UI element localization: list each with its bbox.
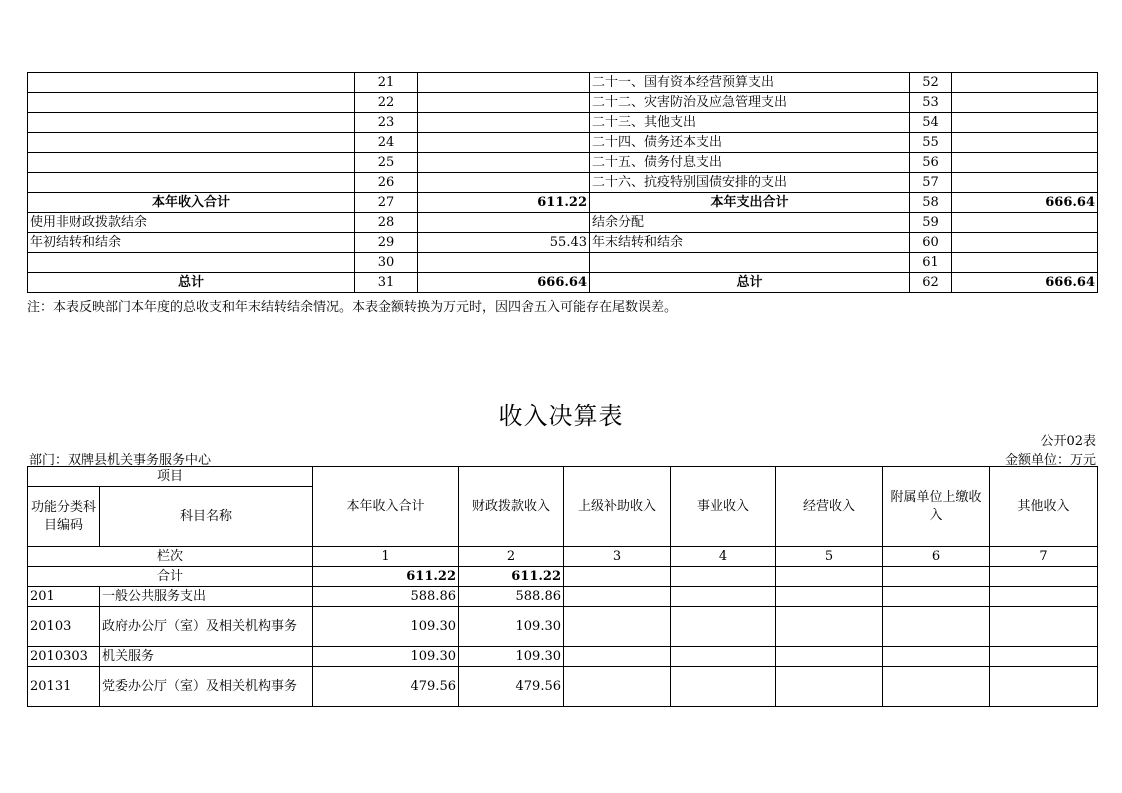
amount-cell bbox=[776, 587, 883, 607]
row-number-cell: 3 bbox=[564, 547, 671, 567]
amount-cell: 588.86 bbox=[313, 587, 459, 607]
subject-code: 2010303 bbox=[28, 647, 100, 667]
header-name: 科目名称 bbox=[100, 487, 313, 547]
amount-cell bbox=[776, 647, 883, 667]
header-col-3: 上级补助收入 bbox=[564, 467, 671, 547]
right-row-number: 52 bbox=[910, 73, 952, 93]
right-amount bbox=[952, 213, 1098, 233]
table-row bbox=[28, 133, 1098, 153]
total-value: 611.22 bbox=[313, 567, 459, 587]
right-row-number: 53 bbox=[910, 93, 952, 113]
total-value bbox=[990, 567, 1098, 587]
table-row bbox=[28, 667, 1098, 707]
amount-cell: 479.56 bbox=[459, 667, 564, 707]
total-value bbox=[776, 567, 883, 587]
left-row-number: 31 bbox=[355, 273, 418, 293]
amount-cell bbox=[564, 667, 671, 707]
amount-cell bbox=[564, 587, 671, 607]
left-label bbox=[28, 73, 355, 93]
right-label: 本年支出合计 bbox=[590, 193, 910, 213]
right-label: 二十六、抗疫特别国债安排的支出 bbox=[590, 173, 910, 193]
department-label: 部门：双牌县机关事务服务中心 bbox=[29, 453, 212, 468]
left-row-number: 23 bbox=[355, 113, 418, 133]
total-value bbox=[671, 567, 776, 587]
right-label: 年末结转和结余 bbox=[590, 233, 910, 253]
left-amount bbox=[418, 153, 590, 173]
amount-cell bbox=[776, 667, 883, 707]
left-label bbox=[28, 253, 355, 273]
total-row bbox=[28, 567, 1098, 587]
table-row bbox=[28, 273, 1098, 293]
left-label bbox=[28, 173, 355, 193]
right-row-number: 62 bbox=[910, 273, 952, 293]
right-row-number: 61 bbox=[910, 253, 952, 273]
subject-name: 一般公共服务支出 bbox=[100, 587, 313, 607]
row-number-cell: 2 bbox=[459, 547, 564, 567]
left-label: 年初结转和结余 bbox=[28, 233, 355, 253]
subject-code: 20131 bbox=[28, 667, 100, 707]
left-amount bbox=[418, 213, 590, 233]
form-number: 公开02表 bbox=[1040, 434, 1096, 449]
right-row-number: 57 bbox=[910, 173, 952, 193]
table-row bbox=[28, 73, 1098, 93]
row-number-cell: 6 bbox=[883, 547, 990, 567]
right-label: 二十二、灾害防治及应急管理支出 bbox=[590, 93, 910, 113]
row-number-cell: 1 bbox=[313, 547, 459, 567]
table-row bbox=[28, 607, 1098, 647]
amount-cell: 479.56 bbox=[313, 667, 459, 707]
right-label: 二十三、其他支出 bbox=[590, 113, 910, 133]
left-label bbox=[28, 93, 355, 113]
left-amount bbox=[418, 173, 590, 193]
right-amount: 666.64 bbox=[952, 273, 1098, 293]
subject-name: 党委办公厅（室）及相关机构事务 bbox=[100, 667, 313, 707]
left-amount bbox=[418, 113, 590, 133]
left-row-number: 26 bbox=[355, 173, 418, 193]
table-row bbox=[28, 587, 1098, 607]
left-label bbox=[28, 113, 355, 133]
left-amount bbox=[418, 73, 590, 93]
left-label bbox=[28, 133, 355, 153]
amount-cell: 109.30 bbox=[313, 607, 459, 647]
right-row-number: 55 bbox=[910, 133, 952, 153]
income-expense-summary-table bbox=[27, 72, 1098, 293]
left-amount: 55.43 bbox=[418, 233, 590, 253]
right-row-number: 54 bbox=[910, 113, 952, 133]
right-amount bbox=[952, 133, 1098, 153]
left-amount: 666.64 bbox=[418, 273, 590, 293]
right-label: 二十五、债务付息支出 bbox=[590, 153, 910, 173]
header-col-5: 经营收入 bbox=[776, 467, 883, 547]
income-final-accounts-table bbox=[27, 466, 1098, 707]
table-row bbox=[28, 213, 1098, 233]
left-label bbox=[28, 153, 355, 173]
amount-cell bbox=[883, 587, 990, 607]
header-col-1: 本年收入合计 bbox=[313, 467, 459, 547]
amount-cell bbox=[671, 667, 776, 707]
page-title: 收入决算表 bbox=[498, 402, 624, 430]
table-row bbox=[28, 233, 1098, 253]
right-label: 二十一、国有资本经营预算支出 bbox=[590, 73, 910, 93]
table-row bbox=[28, 193, 1098, 213]
amount-cell: 588.86 bbox=[459, 587, 564, 607]
amount-cell bbox=[990, 607, 1098, 647]
right-label: 结余分配 bbox=[590, 213, 910, 233]
right-row-number: 58 bbox=[910, 193, 952, 213]
row-number-cell: 7 bbox=[990, 547, 1098, 567]
left-label: 本年收入合计 bbox=[28, 193, 355, 213]
left-row-number: 22 bbox=[355, 93, 418, 113]
total-value bbox=[883, 567, 990, 587]
header-code: 功能分类科目编码 bbox=[28, 487, 100, 547]
left-row-number: 27 bbox=[355, 193, 418, 213]
left-row-number: 25 bbox=[355, 153, 418, 173]
left-row-number: 29 bbox=[355, 233, 418, 253]
amount-cell: 109.30 bbox=[459, 607, 564, 647]
table-row bbox=[28, 253, 1098, 273]
header-col-7: 其他收入 bbox=[990, 467, 1098, 547]
left-row-number: 21 bbox=[355, 73, 418, 93]
right-label: 二十四、债务还本支出 bbox=[590, 133, 910, 153]
amount-cell bbox=[883, 607, 990, 647]
header-col-6: 附属单位上缴收入 bbox=[883, 467, 990, 547]
left-label: 使用非财政拨款结余 bbox=[28, 213, 355, 233]
row-number-cell: 4 bbox=[671, 547, 776, 567]
right-amount bbox=[952, 233, 1098, 253]
table-row bbox=[28, 113, 1098, 133]
left-amount bbox=[418, 253, 590, 273]
right-amount bbox=[952, 93, 1098, 113]
subject-name: 机关服务 bbox=[100, 647, 313, 667]
right-amount bbox=[952, 73, 1098, 93]
row-number-cell: 5 bbox=[776, 547, 883, 567]
header-col-2: 财政拨款收入 bbox=[459, 467, 564, 547]
left-row-number: 24 bbox=[355, 133, 418, 153]
amount-cell bbox=[883, 667, 990, 707]
subject-name: 政府办公厅（室）及相关机构事务 bbox=[100, 607, 313, 647]
amount-cell bbox=[776, 607, 883, 647]
amount-cell bbox=[671, 587, 776, 607]
header-col-4: 事业收入 bbox=[671, 467, 776, 547]
table-row bbox=[28, 153, 1098, 173]
right-amount bbox=[952, 173, 1098, 193]
right-amount bbox=[952, 253, 1098, 273]
total-value: 611.22 bbox=[459, 567, 564, 587]
right-row-number: 56 bbox=[910, 153, 952, 173]
amount-cell bbox=[990, 647, 1098, 667]
left-amount bbox=[418, 93, 590, 113]
amount-cell bbox=[671, 647, 776, 667]
table-row bbox=[28, 173, 1098, 193]
subject-code: 20103 bbox=[28, 607, 100, 647]
right-amount bbox=[952, 153, 1098, 173]
table-row bbox=[28, 93, 1098, 113]
amount-cell bbox=[671, 607, 776, 647]
right-label bbox=[590, 253, 910, 273]
subject-code: 201 bbox=[28, 587, 100, 607]
amount-cell bbox=[564, 647, 671, 667]
row-number-label: 栏次 bbox=[28, 547, 313, 567]
table-row bbox=[28, 647, 1098, 667]
header-item: 项目 bbox=[28, 467, 313, 487]
amount-cell bbox=[990, 587, 1098, 607]
total-value bbox=[564, 567, 671, 587]
amount-unit-label: 金额单位：万元 bbox=[1004, 453, 1096, 468]
left-amount bbox=[418, 133, 590, 153]
right-row-number: 59 bbox=[910, 213, 952, 233]
amount-cell: 109.30 bbox=[459, 647, 564, 667]
amount-cell: 109.30 bbox=[313, 647, 459, 667]
right-row-number: 60 bbox=[910, 233, 952, 253]
left-row-number: 30 bbox=[355, 253, 418, 273]
amount-cell bbox=[990, 667, 1098, 707]
amount-cell bbox=[564, 607, 671, 647]
left-label: 总计 bbox=[28, 273, 355, 293]
right-amount bbox=[952, 113, 1098, 133]
right-label: 总计 bbox=[590, 273, 910, 293]
table-note: 注：本表反映部门本年度的总收支和年末结转结余情况。本表金额转换为万元时，因四舍五入可能存在尾数误差。 bbox=[27, 300, 678, 315]
total-label: 合计 bbox=[28, 567, 313, 587]
right-amount: 666.64 bbox=[952, 193, 1098, 213]
left-row-number: 28 bbox=[355, 213, 418, 233]
left-amount: 611.22 bbox=[418, 193, 590, 213]
amount-cell bbox=[883, 647, 990, 667]
